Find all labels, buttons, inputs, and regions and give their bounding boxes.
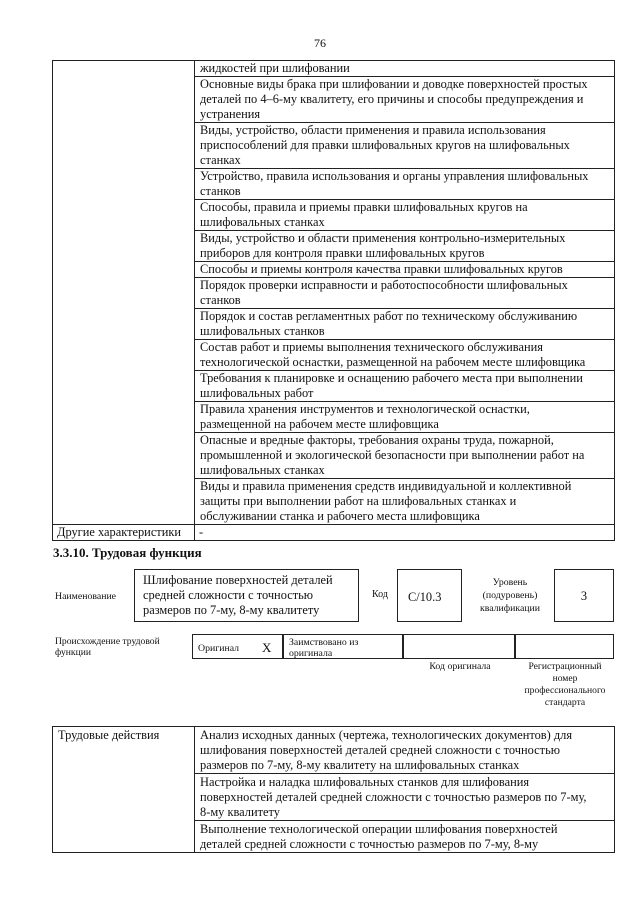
actions-label: Трудовые действия: [53, 727, 195, 853]
function-code-box: C/10.3: [397, 569, 462, 622]
other-characteristics-label: Другие характеристики: [53, 525, 195, 541]
original-mark: X: [262, 640, 272, 655]
knowledge-item: Основные виды брака при шлифовании и доводке поверхностей простых деталей по 4–6-му квалитету, его причины и способы предупреждения и устранения: [195, 77, 615, 123]
original-label: Оригинал: [198, 643, 240, 654]
section-title: 3.3.10. Трудовая функция: [53, 545, 202, 560]
code-label: Код: [372, 589, 388, 600]
knowledge-item: Правила хранения инструментов и технологической оснастки, размещенной на рабочем месте шлифовщика: [195, 402, 615, 433]
knowledge-item: Виды и правила применения средств индивидуальной и коллективной защиты при выполнении работ на шлифовальных станках и обслуживании станка и рабочего места шлифовщика: [195, 479, 615, 525]
other-characteristics-value: -: [195, 525, 615, 541]
knowledge-item: Виды, устройство, области применения и правила использования приспособлений для правки шлифовальных кругов на шлифовальных станках: [195, 123, 615, 169]
page-number: 76: [314, 36, 326, 50]
function-name-line: средней сложности с точностью: [143, 588, 314, 602]
other-characteristics-row: [53, 525, 615, 541]
registration-number-label: Регистрационный номер профессионального стандарта: [524, 661, 606, 708]
function-name-line: размеров по 7-му, 8-му квалитету: [143, 603, 320, 617]
qualification-level-box: 3: [554, 569, 614, 622]
function-name-box: [134, 569, 359, 622]
borrowed-box: Заимствовано из оригинала: [283, 634, 403, 659]
function-name-line: Шлифование поверхностей деталей: [143, 573, 333, 587]
knowledge-table: [52, 60, 615, 541]
actions-table: [52, 726, 615, 853]
knowledge-row: [53, 61, 615, 77]
knowledge-item: Состав работ и приемы выполнения технического обслуживания технологической оснастки, размещенной на рабочем месте шлифовщика: [195, 340, 615, 371]
knowledge-item: Виды, устройство и области применения контрольно-измерительных приборов для контроля правки шлифовальных кругов: [195, 231, 615, 262]
knowledge-item: Требования к планировке и оснащению рабочего места при выполнении шлифовальных работ: [195, 371, 615, 402]
original-code-label: Код оригинала: [429, 661, 491, 672]
knowledge-item: Опасные и вредные факторы, требования охраны труда, пожарной, промышленной и экологической безопасности при выполнении работ на шлифовальных станках: [195, 433, 615, 479]
knowledge-item: Способы, правила и приемы правки шлифовальных кругов на шлифовальных станках: [195, 200, 615, 231]
action-row: [53, 727, 615, 774]
knowledge-item: Порядок проверки исправности и работоспособности шлифовальных станков: [195, 278, 615, 309]
origin-label: Происхождение трудовой функции: [55, 636, 160, 658]
original-code-box: [403, 634, 515, 659]
registration-number-box: [515, 634, 614, 659]
knowledge-item: Способы и приемы контроля качества правки шлифовальных кругов: [195, 262, 615, 278]
action-item: Анализ исходных данных (чертежа, технологических документов) для шлифования поверхностей деталей средней сложности с точностью размеров по 7-му, 8-му квалитету на шлифовальных станках: [195, 727, 615, 774]
level-label: Уровень (подуровень) квалификации: [479, 577, 541, 614]
knowledge-item: Порядок и состав регламентных работ по техническому обслуживанию шлифовальных станков: [195, 309, 615, 340]
knowledge-item: жидкостей при шлифовании: [195, 61, 615, 77]
action-item: Выполнение технологической операции шлифования поверхностей деталей средней сложности с точностью размеров по 7-му, 8-му: [195, 821, 615, 853]
knowledge-label-cell: [53, 61, 195, 525]
knowledge-item: Устройство, правила использования и органы управления шлифовальных станков: [195, 169, 615, 200]
action-item: Настройка и наладка шлифовальных станков для шлифования поверхностей деталей средней сложности с точностью размеров по 7-му, 8-му квалитету: [195, 774, 615, 821]
name-label: Наименование: [55, 591, 117, 602]
